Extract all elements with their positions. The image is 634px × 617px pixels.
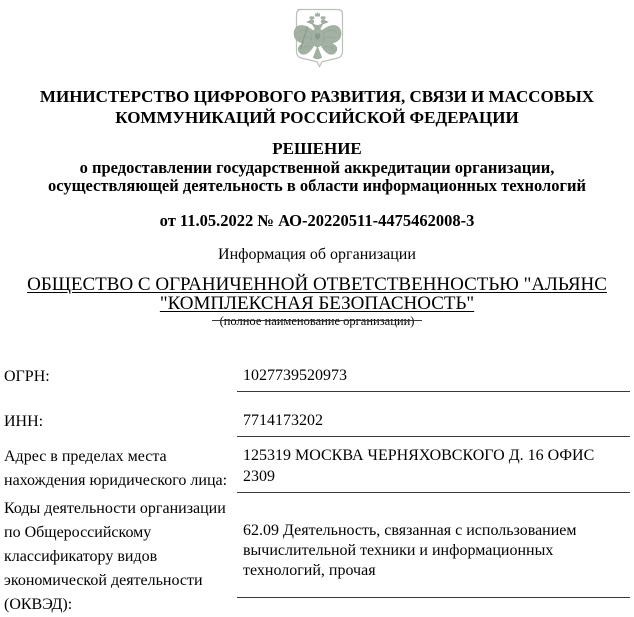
field-row <box>4 497 630 617</box>
ministry-name: МИНИСТЕРСТВО ЦИФРОВОГО РАЗВИТИЯ, СВЯЗИ И МАССОВЫХ КОММУНИКАЦИЙ РОССИЙСКОЙ ФЕДЕРАЦИИ <box>39 87 595 127</box>
document-date-number: от 11.05.2022 № АО-20220511-4475462008-3 <box>159 211 475 230</box>
field-value: 7714173202 <box>237 410 630 437</box>
field-label: Адрес в пределах места нахождения юридического лица: <box>4 448 228 489</box>
russia-coat-of-arms-icon <box>291 8 344 68</box>
field-row <box>4 365 630 392</box>
organization-fields <box>4 365 630 617</box>
section-title: Информация об организации <box>218 246 416 263</box>
field-value: 125319 МОСКВА ЧЕРНЯХОВСКОГО Д. 16 ОФИС 2309 <box>237 445 630 493</box>
field-row <box>4 445 630 493</box>
organization-name-caption-row <box>4 313 630 329</box>
organization-name: ОБЩЕСТВО С ОГРАНИЧЕННОЙ ОТВЕТСТВЕННОСТЬЮ "АЛЬЯНС "КОМПЛЕКСНАЯ БЕЗОПАСНОСТЬ" <box>27 274 607 314</box>
field-label: ОГРН: <box>4 368 50 385</box>
field-row <box>4 410 630 437</box>
field-label: ИНН: <box>4 413 44 430</box>
field-value: 62.09 Деятельность, связанная с использованием вычислительной техники и информационных технологий, прочая <box>237 497 630 598</box>
field-value: 1027739520973 <box>237 365 630 392</box>
document-type-title: РЕШЕНИЕ <box>272 139 362 158</box>
field-label: Коды деятельности организации по Общероссийскому классификатору видов экономической деятельности (ОКВЭД): <box>4 500 226 613</box>
organization-name-caption: (полное наименование организации) <box>219 314 415 328</box>
document-subtitle: о предоставлении государственной аккредитации организации, осуществляющей деятельность в области информационных технологий <box>47 158 586 195</box>
